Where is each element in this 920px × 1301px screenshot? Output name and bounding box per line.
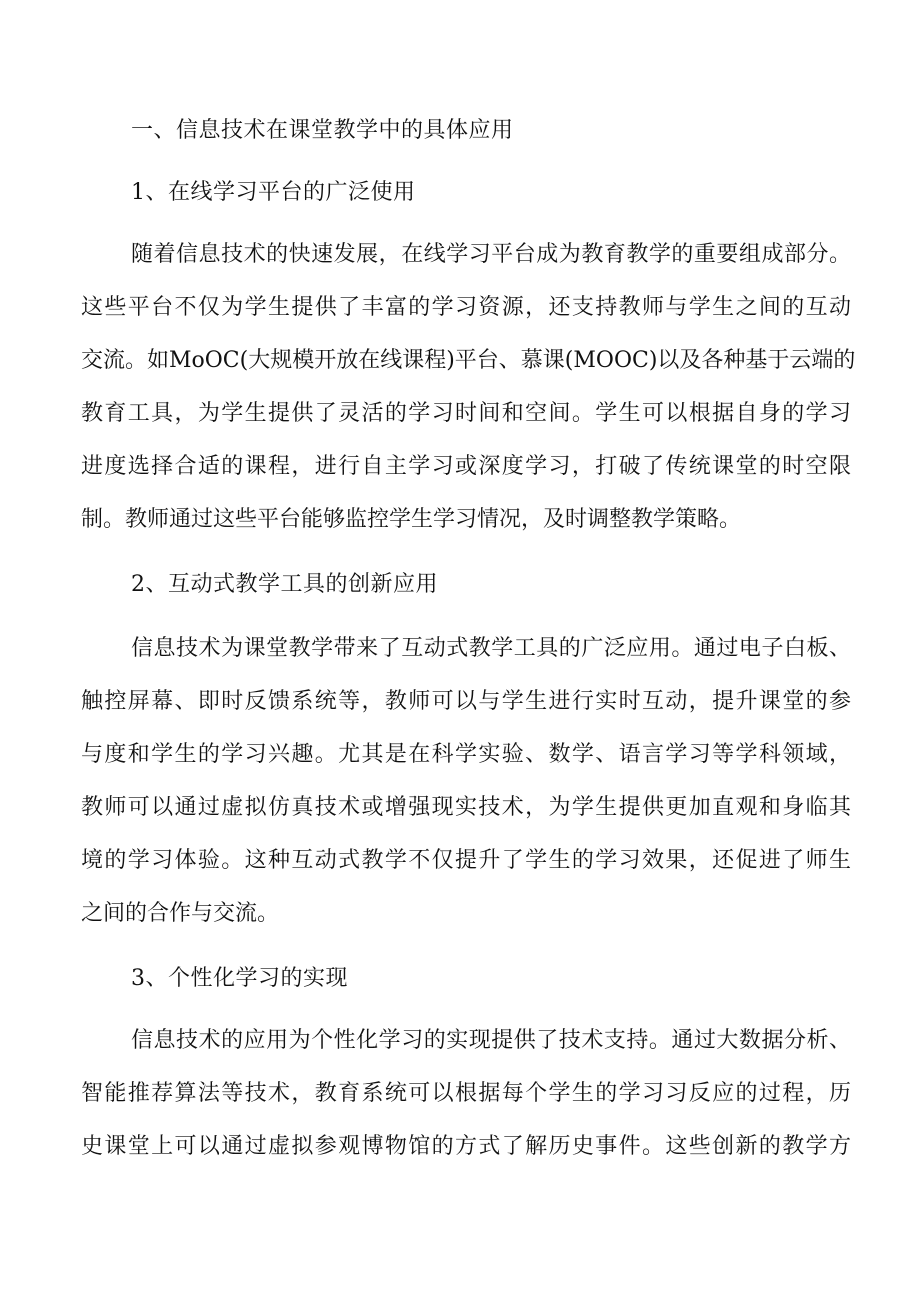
paragraph-1-line: 教育工具，为学生提供了灵活的学习时间和空间。学生可以根据自身的学习 — [81, 401, 851, 426]
section-title: 一、信息技术在课堂教学中的具体应用 — [131, 118, 514, 143]
paragraph-2-line: 教师可以通过虚拟仿真技术或增强现实技术，为学生提供更加直观和身临其 — [81, 795, 851, 820]
paragraph-2-line: 信息技术为课堂教学带来了互动式教学工具的广泛应用。通过电子白板、 — [131, 636, 851, 661]
paragraph-3-line: 信息技术的应用为个性化学习的实现提供了技术支持。通过大数据分析、 — [131, 1028, 851, 1053]
paragraph-2-line: 与度和学生的学习兴趣。尤其是在科学实验、数学、语言学习等学科领域， — [81, 742, 851, 767]
paragraph-1-line: 制。教师通过这些平台能够监控学生学习情况，及时调整教学策略。 — [81, 507, 742, 532]
paragraph-1-line: 这些平台不仅为学生提供了丰富的学习资源，还支持教师与学生之间的互动 — [81, 295, 851, 320]
subsection-heading-3: 3、个性化学习的实现 — [131, 966, 348, 991]
paragraph-1-line: 进度选择合适的课程，进行自主学习或深度学习，打破了传统课堂的时空限 — [81, 454, 851, 479]
paragraph-3-line: 智能推荐算法等技术，教育系统可以根据每个学生的学习习反应的过程，历 — [81, 1081, 851, 1106]
paragraph-3-line: 史课堂上可以通过虚拟参观博物馆的方式了解历史事件。这些创新的教学方 — [81, 1134, 851, 1159]
paragraph-1-line: 随着信息技术的快速发展，在线学习平台成为教育教学的重要组成部分。 — [131, 242, 851, 267]
paragraph-2-line: 之间的合作与交流。 — [81, 901, 280, 926]
paragraph-1-line: 交流。如MoOC(大规模开放在线课程)平台、慕课(MOOC)以及各种基于云端的 — [81, 348, 856, 373]
subsection-heading-1: 1、在线学习平台的广泛使用 — [131, 180, 416, 205]
paragraph-2-line: 境的学习体验。这种互动式教学不仅提升了学生的学习效果，还促进了师生 — [81, 848, 851, 873]
subsection-heading-2: 2、互动式教学工具的创新应用 — [131, 572, 438, 597]
paragraph-2-line: 触控屏幕、即时反馈系统等，教师可以与学生进行实时互动，提升课堂的参 — [81, 689, 851, 714]
